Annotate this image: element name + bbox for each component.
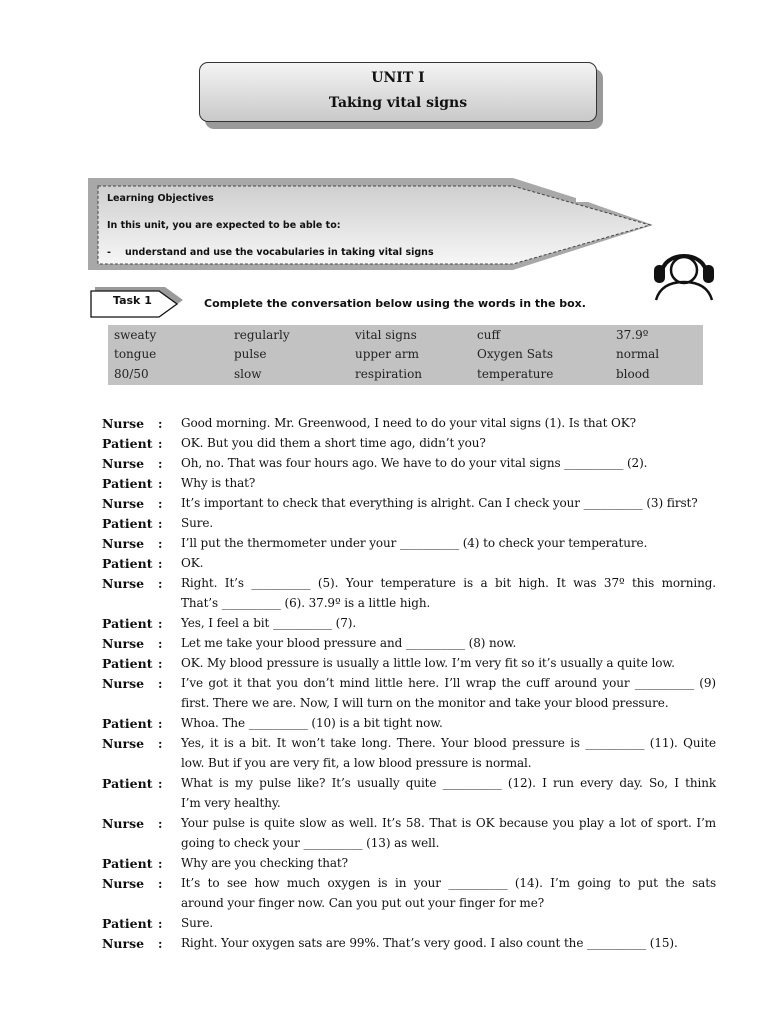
speaker-label: Patient bbox=[102, 776, 153, 791]
separator: : bbox=[158, 857, 163, 871]
speaker-label: Patient bbox=[102, 556, 153, 571]
objectives-intro: In this unit, you are expected to be able to: bbox=[107, 220, 341, 231]
separator: : bbox=[158, 577, 163, 591]
dialogue-line: Yes, I feel a bit __________ (7). bbox=[181, 616, 357, 630]
dialogue-line: Why is that? bbox=[181, 476, 256, 490]
separator: : bbox=[158, 637, 163, 651]
task-label: Task 1 bbox=[113, 294, 152, 307]
word: tongue bbox=[114, 347, 157, 361]
dialogue-line: Yes, it is a bit. It won’t take long. There. Your blood pressure is __________ (11). Quite bbox=[181, 736, 716, 750]
separator: : bbox=[158, 657, 163, 671]
word: respiration bbox=[355, 367, 423, 381]
word: upper arm bbox=[355, 347, 420, 361]
objectives-heading: Learning Objectives bbox=[107, 193, 214, 204]
dialogue-line: Sure. bbox=[181, 916, 214, 930]
word: Oxygen Sats bbox=[477, 347, 554, 361]
word: 80/50 bbox=[114, 367, 149, 381]
separator: : bbox=[158, 777, 163, 791]
dialogue-line: It’s to see how much oxygen is in your __________ (14). I’m going to put the sats bbox=[181, 876, 716, 890]
word: blood bbox=[616, 367, 650, 381]
speaker-label: Patient bbox=[102, 476, 153, 491]
separator: : bbox=[158, 677, 163, 691]
separator: : bbox=[158, 437, 163, 451]
dialogue-line: That’s __________ (6). 37.9º is a little high. bbox=[181, 596, 431, 610]
word: cuff bbox=[477, 328, 500, 342]
separator: : bbox=[158, 417, 163, 431]
dialogue-line: OK. But you did them a short time ago, didn’t you? bbox=[181, 436, 486, 450]
unit-title: Taking vital signs bbox=[328, 95, 468, 111]
speaker-label: Patient bbox=[102, 716, 153, 731]
speaker-label: Nurse bbox=[102, 576, 145, 591]
headphones-icon bbox=[650, 238, 718, 302]
dialogue-line: I’ve got it that you don’t mind little here. I’ll wrap the cuff around your __________ (9) bbox=[181, 676, 716, 690]
objectives-bullet: - bbox=[107, 247, 111, 258]
word: pulse bbox=[234, 347, 267, 361]
separator: : bbox=[158, 817, 163, 831]
dialogue-line: low. But if you are very fit, a low blood pressure is normal. bbox=[181, 756, 532, 770]
dialogue-line: What is my pulse like? It’s usually quite __________ (12). I run every day. So, I think bbox=[181, 776, 716, 790]
word: sweaty bbox=[114, 328, 157, 342]
speaker-label: Patient bbox=[102, 436, 153, 451]
dialogue-line: Whoa. The __________ (10) is a bit tight now. bbox=[181, 716, 443, 730]
separator: : bbox=[158, 557, 163, 571]
dialogue-line: Right. Your oxygen sats are 99%. That’s very good. I also count the __________ (15). bbox=[181, 936, 678, 950]
separator: : bbox=[158, 917, 163, 931]
word: regularly bbox=[234, 328, 290, 342]
separator: : bbox=[158, 617, 163, 631]
unit-title-box bbox=[199, 62, 597, 122]
speaker-label: Nurse bbox=[102, 676, 145, 691]
dialogue-line: Your pulse is quite slow as well. It’s 58. That is OK because you play a lot of sport. I’m bbox=[181, 816, 716, 830]
speaker-label: Patient bbox=[102, 916, 153, 931]
dialogue-line: I’m very healthy. bbox=[181, 796, 281, 810]
dialogue-line: going to check your __________ (13) as well. bbox=[181, 836, 440, 850]
speaker-label: Patient bbox=[102, 616, 153, 631]
separator: : bbox=[158, 717, 163, 731]
speaker-label: Patient bbox=[102, 856, 153, 871]
separator: : bbox=[158, 537, 163, 551]
word: 37.9º bbox=[616, 328, 649, 342]
speaker-label: Nurse bbox=[102, 816, 145, 831]
speaker-label: Patient bbox=[102, 516, 153, 531]
dialogue-line: around your finger now. Can you put out your finger for me? bbox=[181, 896, 545, 910]
speaker-label: Nurse bbox=[102, 456, 145, 471]
separator: : bbox=[158, 517, 163, 531]
separator: : bbox=[158, 737, 163, 751]
dialogue-line: Good morning. Mr. Greenwood, I need to do your vital signs (1). Is that OK? bbox=[181, 416, 636, 430]
speaker-label: Nurse bbox=[102, 416, 145, 431]
dialogue-line: OK. bbox=[181, 556, 204, 570]
speaker-label: Nurse bbox=[102, 536, 145, 551]
separator: : bbox=[158, 877, 163, 891]
dialogue-line: Oh, no. That was four hours ago. We have to do your vital signs __________ (2). bbox=[181, 456, 648, 470]
separator: : bbox=[158, 457, 163, 471]
unit-number: UNIT I bbox=[371, 70, 425, 86]
separator: : bbox=[158, 497, 163, 511]
separator: : bbox=[158, 477, 163, 491]
word: vital signs bbox=[355, 328, 417, 342]
dialogue-line: Right. It’s __________ (5). Your temperature is a bit high. It was 37º this morning. bbox=[181, 576, 716, 590]
word: slow bbox=[234, 367, 262, 381]
speaker-label: Nurse bbox=[102, 636, 145, 651]
word-box bbox=[108, 325, 703, 385]
separator: : bbox=[158, 937, 163, 951]
speaker-label: Nurse bbox=[102, 496, 145, 511]
speaker-label: Nurse bbox=[102, 736, 145, 751]
dialogue-line: Let me take your blood pressure and __________ (8) now. bbox=[181, 636, 517, 650]
task-instruction: Complete the conversation below using the words in the box. bbox=[204, 297, 586, 310]
dialogue-line: OK. My blood pressure is usually a little low. I’m very fit so it’s usually a quite low. bbox=[181, 656, 675, 670]
word: temperature bbox=[477, 367, 554, 381]
speaker-label: Nurse bbox=[102, 876, 145, 891]
speaker-label: Patient bbox=[102, 656, 153, 671]
dialogue-line: I’ll put the thermometer under your __________ (4) to check your temperature. bbox=[181, 536, 648, 550]
word: normal bbox=[616, 347, 660, 361]
speaker-label: Nurse bbox=[102, 936, 145, 951]
objectives-item: understand and use the vocabularies in taking vital signs bbox=[125, 247, 434, 258]
dialogue-line: Why are you checking that? bbox=[181, 856, 348, 870]
dialogue-line: first. There we are. Now, I will turn on the monitor and take your blood pressure. bbox=[181, 696, 669, 710]
dialogue-line: It’s important to check that everything is alright. Can I check your __________ (3) first? bbox=[181, 496, 698, 510]
dialogue-line: Sure. bbox=[181, 516, 214, 530]
